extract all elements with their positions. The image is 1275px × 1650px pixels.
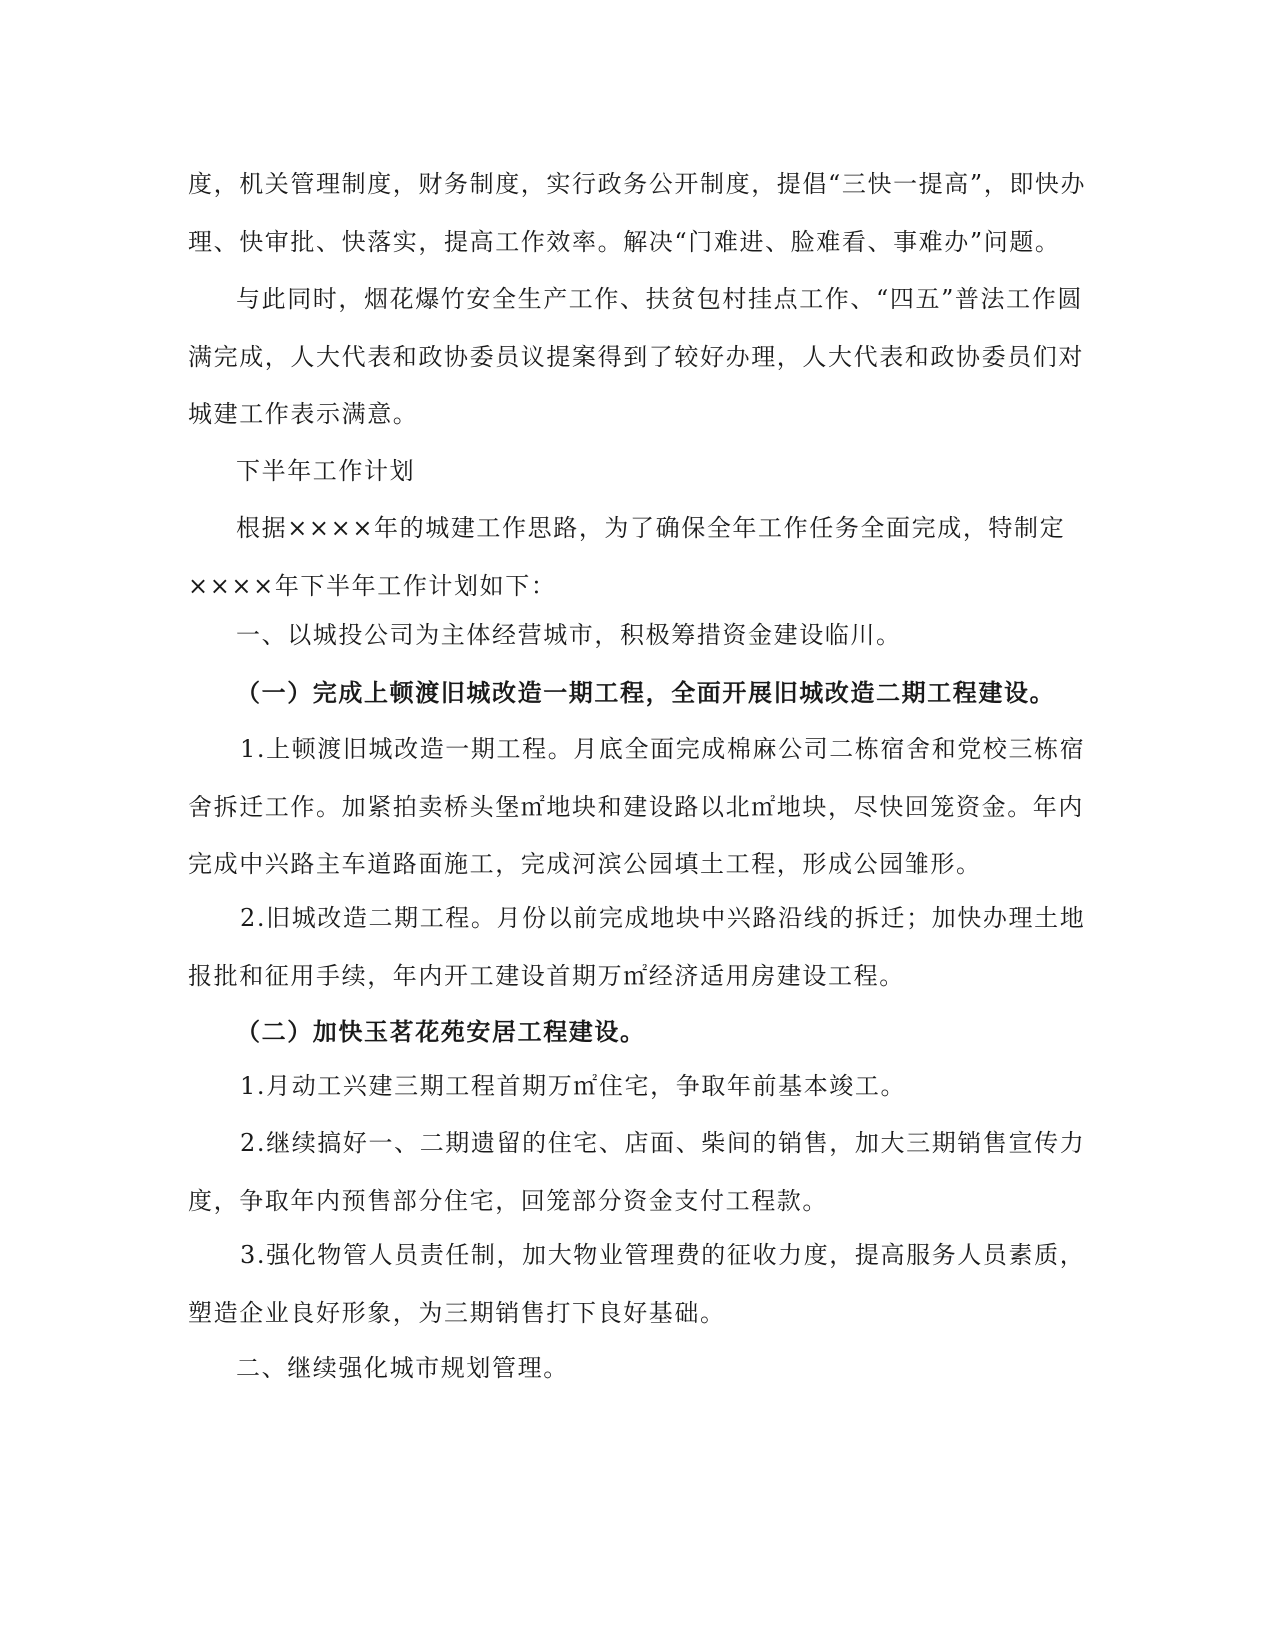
heading-item-one: 一、以城投公司为主体经营城市，积极筹措资金建设临川。 [236, 621, 902, 649]
list-item-1-1: 1.上顿渡旧城改造一期工程。月底全面完成棉麻公司二栋宿舍和党校三栋宿舍拆迁工作。加紧拍卖桥头堡㎡地块和建设路以北㎡地块，尽快回笼资金。年内完成中兴路主车道路面施工，完成河滨公园填土工程，形成公园雏形。 [188, 735, 1086, 878]
subheading-one: （一）完成上顿渡旧城改造一期工程，全面开展旧城改造二期工程建设。 [236, 678, 1056, 707]
paragraph-admin-rules: 度，机关管理制度，财务制度，实行政务公开制度，提倡“三快一提高”，即快办理、快审批、快落实，提高工作效率。解决“门难进、脸难看、事难办”问题。 [188, 170, 1087, 256]
list-item-1-2: 2.旧城改造二期工程。月份以前完成地块中兴路沿线的拆迁；加快办理土地报批和征用手续，年内开工建设首期万㎡经济适用房建设工程。 [188, 904, 1086, 990]
paragraph-meanwhile: 与此同时，烟花爆竹安全生产工作、扶贫包村挂点工作、“四五”普法工作圆满完成，人大代表和政协委员议提案得到了较好办理，人大代表和政协委员们对城建工作表示满意。 [188, 285, 1084, 428]
list-item-2-1: 1.月动工兴建三期工程首期万㎡住宅，争取年前基本竣工。 [240, 1072, 907, 1100]
section-heading-plan: 下半年工作计划 [236, 457, 416, 485]
subheading-two: （二）加快玉茗花苑安居工程建设。 [236, 1017, 646, 1046]
paragraph-intro: 根据××××年的城建工作思路，为了确保全年工作任务全面完成，特制定××××年下半年工作计划如下： [188, 514, 1066, 600]
heading-item-two: 二、继续强化城市规划管理。 [236, 1354, 569, 1382]
list-item-2-2: 2.继续搞好一、二期遗留的住宅、店面、柴间的销售，加大三期销售宣传力度，争取年内预售部分住宅，回笼部分资金支付工程款。 [188, 1129, 1086, 1215]
list-item-2-3: 3.强化物管人员责任制，加大物业管理费的征收力度，提高服务人员素质，塑造企业良好形象，为三期销售打下良好基础。 [188, 1241, 1086, 1327]
